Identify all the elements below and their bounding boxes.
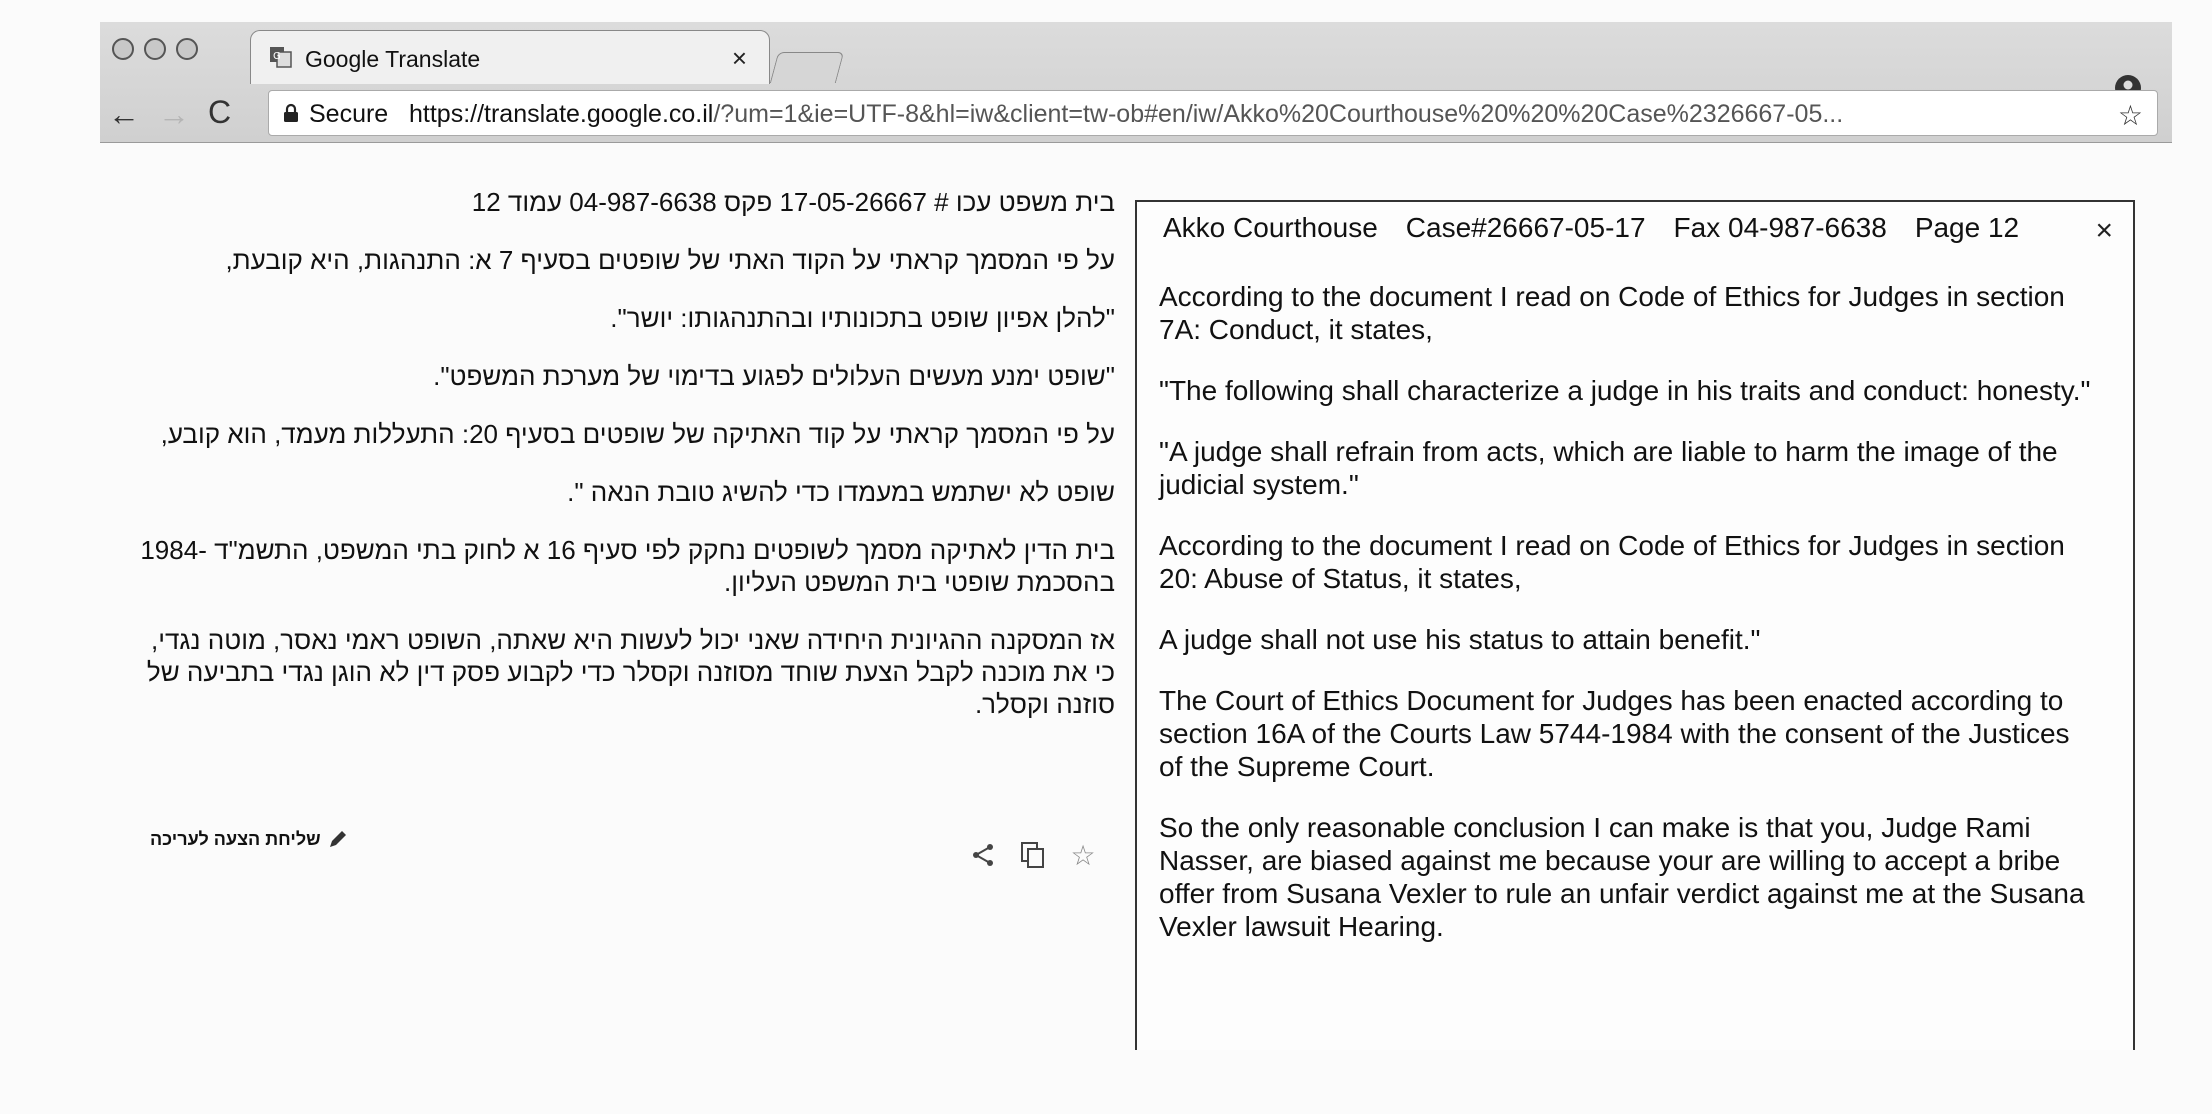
url-path: /?um=1&ie=UTF-8&hl=iw&client=tw-ob#en/iw/Akko%20Courthouse%20%20%20Case%2326667-05... — [713, 100, 1844, 128]
source-paragraph: על פי המסמך קראתי על הקוד האתי של שופטים בסעיף 7 א: התנהגות, היא קובעת, — [225, 245, 1115, 275]
share-icon[interactable] — [968, 840, 998, 870]
browser-chrome — [100, 22, 2172, 143]
translation-paragraph: According to the document I read on Code of Ethics for Judges in section 7A: Conduct, it states, — [1159, 281, 2065, 345]
secure-label: Secure — [309, 100, 389, 128]
url-text[interactable] — [409, 100, 2089, 129]
pencil-icon — [327, 828, 349, 850]
header-case: Case#26667-05-17 — [1405, 212, 1646, 243]
translation-paragraph: The Court of Ethics Document for Judges has been enacted according to section 16A of the Courts Law 5744-1984 with the consent of the Justices of the Supreme Court. — [1159, 685, 2070, 782]
suggest-edit-link[interactable] — [150, 828, 349, 850]
url-host: https://translate.google.co.il — [409, 100, 714, 128]
source-paragraph: "שופט ימנע מעשים העלולים לפגוע בדימוי של מערכת המשפט". — [433, 361, 1115, 391]
translation-panel — [1135, 200, 2135, 1050]
source-text — [140, 186, 1115, 720]
close-window-button[interactable] — [112, 38, 134, 60]
google-translate-icon — [269, 45, 293, 69]
bookmark-star-icon[interactable]: ☆ — [2117, 100, 2143, 131]
source-paragraph: בית משפט עכו # 17-05-26667 פקס 04-987-6638 עמוד 12 — [471, 187, 1115, 217]
new-tab-button[interactable] — [770, 52, 844, 83]
source-paragraph: אז המסקנה ההגיונית היחידה שאני יכול לעשות היא שאתה, השופט ראמי נאסר, מוטה נגדי, כי את מוכנה לקבל הצעת שוחד מסוזנה וקסלר כדי לקבוע פסק דין לא הוגן נגדי בתביעה של סוזנה וקסלר. — [146, 625, 1115, 719]
source-paragraph: "להלן אפיון שופט בתכונותיו ובהתנהגותו: יושר". — [610, 303, 1115, 333]
lock-icon — [283, 103, 299, 123]
source-actions — [968, 840, 1098, 870]
source-paragraph: על פי המסמך קראתי על קוד האתיקה של שופטים בסעיף 20: התעללות מעמד, הוא קובע, — [160, 419, 1115, 449]
window-controls — [112, 38, 198, 60]
translation-paragraph: So the only reasonable conclusion I can make is that you, Judge Rami Nasser, are biased against me because your are willing to accept a bribe offer from Susana Vexler to rule an unfair verdict against me at the Susana Vexler lawsuit Hearing. — [1159, 812, 2085, 942]
close-icon[interactable]: × — [2095, 214, 2113, 247]
maximize-window-button[interactable] — [176, 38, 198, 60]
svg-text:G: G — [273, 51, 281, 62]
tab-title: Google Translate — [305, 46, 481, 72]
header-fax: Fax 04-987-6638 — [1673, 212, 1887, 243]
minimize-window-button[interactable] — [144, 38, 166, 60]
translation-header — [1163, 212, 2063, 252]
translation-paragraph: According to the document I read on Code of Ethics for Judges in section 20: Abuse of Status, it states, — [1159, 530, 2065, 594]
address-bar[interactable] — [268, 90, 2158, 136]
source-paragraph: בית הדין לאתיקה מסמך לשופטים נחקק לפי סעיף 16 א לחוק בתי המשפט, התשמ"ד -1984 בהסכמת שופטי בית המשפט העליון. — [140, 535, 1115, 597]
header-courthouse: Akko Courthouse — [1163, 212, 1378, 243]
back-button[interactable]: ← — [108, 96, 140, 132]
suggest-edit-label: שליחת הצעה לעריכה — [150, 828, 321, 849]
copy-icon[interactable] — [1018, 840, 1048, 870]
header-page: Page 12 — [1914, 212, 2020, 243]
translation-paragraph: "A judge shall refrain from acts, which are liable to harm the image of the judicial system." — [1159, 436, 2058, 500]
translation-paragraph: A judge shall not use his status to attain benefit." — [1159, 624, 1761, 655]
forward-button[interactable]: → — [158, 96, 190, 132]
close-tab-icon[interactable]: × — [731, 43, 747, 73]
reload-button[interactable]: C — [208, 94, 232, 130]
star-icon[interactable]: ☆ — [1070, 839, 1096, 871]
source-paragraph: שופט לא ישתמש במעמדו כדי להשיג טובת הנאה ". — [567, 477, 1115, 507]
tab-google-translate[interactable] — [250, 30, 770, 84]
translation-text — [1159, 280, 2093, 943]
translation-paragraph: "The following shall characterize a judge in his traits and conduct: honesty." — [1159, 375, 2091, 406]
